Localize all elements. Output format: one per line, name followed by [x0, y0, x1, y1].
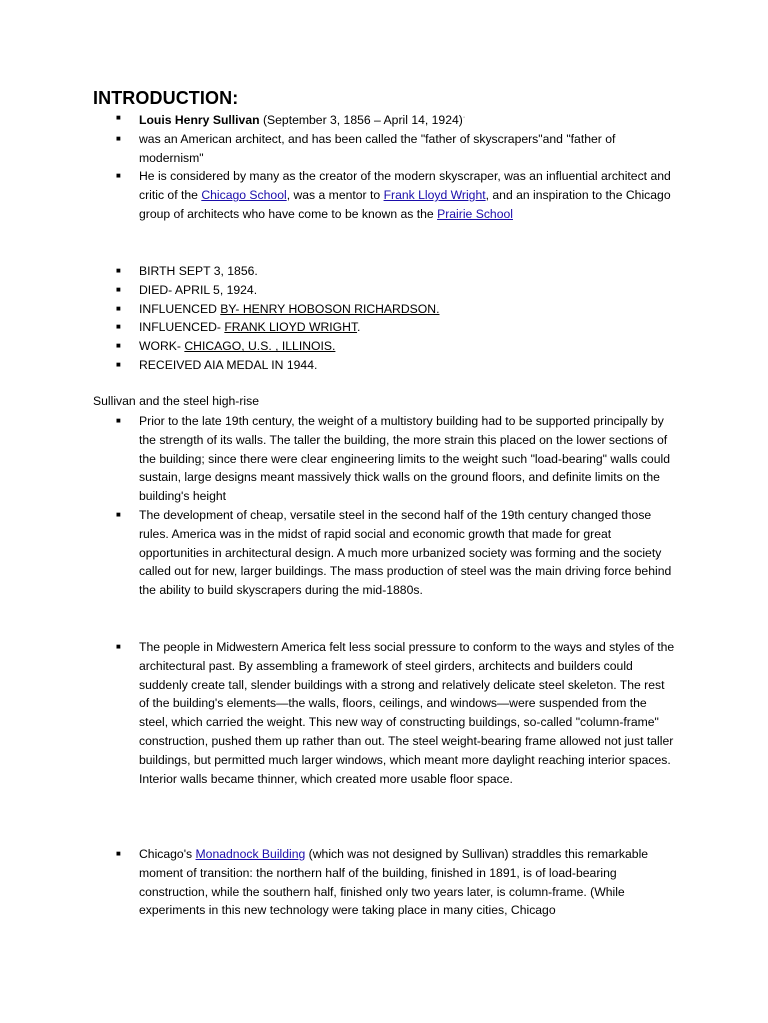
bullet-icon: ■	[116, 171, 121, 181]
list-item	[0, 130, 768, 168]
list-item-text: was an American architect, and has been called the "father of skyscrapers"and "father of modernism"	[139, 131, 616, 165]
intro-list	[0, 109, 768, 224]
death-fact: DIED- APRIL 5, 1924.	[139, 282, 258, 297]
list-item	[0, 300, 768, 319]
list-item	[0, 638, 768, 788]
influenced-suffix: .	[357, 320, 361, 335]
facts-list	[0, 262, 768, 375]
influenced-by-value: BY- HENRY HOBOSON RICHARDSON.	[220, 301, 440, 316]
bullet-icon: ■	[116, 133, 121, 143]
bullet-icon: ■	[116, 416, 121, 425]
bullet-icon: ■	[116, 642, 121, 651]
list-item	[0, 167, 768, 223]
steel-list	[0, 845, 768, 920]
sullivan-dates: (September 3, 1856 – April 14, 1924)	[259, 113, 463, 128]
section-heading: Sullivan and the steel high-rise	[93, 394, 259, 408]
steel-list	[0, 638, 768, 788]
list-item	[0, 262, 768, 281]
work-label: WORK-	[139, 339, 185, 354]
list-item-text: , was a mentor to	[286, 188, 384, 203]
paragraph-text: Prior to the late 19th century, the weight of a multistory building had to be supported principally by the strength of its walls. The taller the building, the more strain this placed on the lower sections of the building; since there were clear engineering limits to the weight such "load-bearing" walls could sustain, large designs meant massively thick walls on the ground floors, and definite limits on the building's height	[139, 414, 670, 504]
paragraph-text: The development of cheap, versatile steel in the second half of the 19th century changed those rules. America was in the midst of rapid social and economic growth that made for great opportunities in architectural design. A much more urbanized society was forming and the society called out for new, larger buildings. The mass production of steel was the main driving force behind the ability to build skyscrapers during the mid-1880s.	[139, 507, 672, 598]
bullet-icon: ■	[116, 509, 121, 519]
list-item	[0, 337, 768, 356]
bullet-icon: ■	[116, 322, 121, 332]
sullivan-name: Louis Henry Sullivan	[139, 113, 260, 128]
medal-fact: RECEIVED AIA MEDAL IN 1944.	[139, 357, 318, 372]
list-item	[0, 356, 768, 375]
influenced-value: FRANK LIOYD WRIGHT	[224, 320, 358, 335]
list-item	[0, 109, 768, 130]
footnote-mark: ·	[462, 114, 466, 121]
chicago-school-link[interactable]: Chicago School	[201, 188, 287, 203]
steel-list	[0, 412, 768, 600]
bullet-icon: ■	[116, 113, 121, 122]
list-item	[0, 412, 768, 506]
paragraph-text: The people in Midwestern America felt less social pressure to conform to the ways and styles of the architectural past. By assembling a framework of steel girders, architects and builders could suddenly create tall, slender buildings with a strong and relatively delicate steel skeleton. The rest of the building's elements—the walls, floors, ceilings, and windows—were suspended from the steel, which carried the weight. This new way of constructing buildings, so-called "column-frame" construction, pushed them up rather than out. The steel weight-bearing frame allowed not just taller buildings, but permitted much larger windows, which meant more daylight reaching interior spaces. Interior walls became thinner, which created more usable floor space.	[139, 640, 675, 786]
list-item	[0, 845, 768, 920]
frank-lloyd-wright-link[interactable]: Frank Lloyd Wright	[383, 188, 486, 203]
bullet-icon: ■	[116, 341, 121, 351]
paragraph-text: Chicago's	[139, 847, 196, 861]
influenced-label: INFLUENCED-	[139, 320, 225, 335]
bullet-icon: ■	[116, 359, 121, 369]
list-item	[0, 281, 768, 300]
paragraph-text: (which was not designed by Sullivan) straddles this remarkable moment of transition: the northern half of the building, finished in 1891, is of load-bearing construction, while the southern half, finished only two years later, is column-frame. (While experiments in this new technology were taking place in many cities, Chicago	[139, 847, 649, 918]
list-item	[0, 506, 768, 600]
monadnock-building-link[interactable]: Monadnock Building	[195, 847, 306, 861]
list-item	[0, 318, 768, 337]
list-item-text: He is considered by many as the creator of the modern skyscraper, was an influential architect and critic of the	[139, 169, 671, 203]
list-item-text: , and an inspiration to the Chicago group of architects who have come to be known as the	[139, 188, 671, 222]
bullet-icon: ■	[116, 266, 121, 275]
birth-fact: BIRTH SEPT 3, 1856.	[139, 264, 258, 278]
bullet-icon: ■	[116, 849, 121, 858]
influenced-by-label: INFLUENCED	[139, 301, 221, 316]
page-title: INTRODUCTION:	[93, 88, 239, 108]
bullet-icon: ■	[116, 303, 121, 313]
bullet-icon: ■	[116, 284, 121, 294]
work-value: CHICAGO, U.S. , ILLINOIS.	[184, 339, 336, 354]
prairie-school-link[interactable]: Prairie School	[437, 207, 513, 222]
